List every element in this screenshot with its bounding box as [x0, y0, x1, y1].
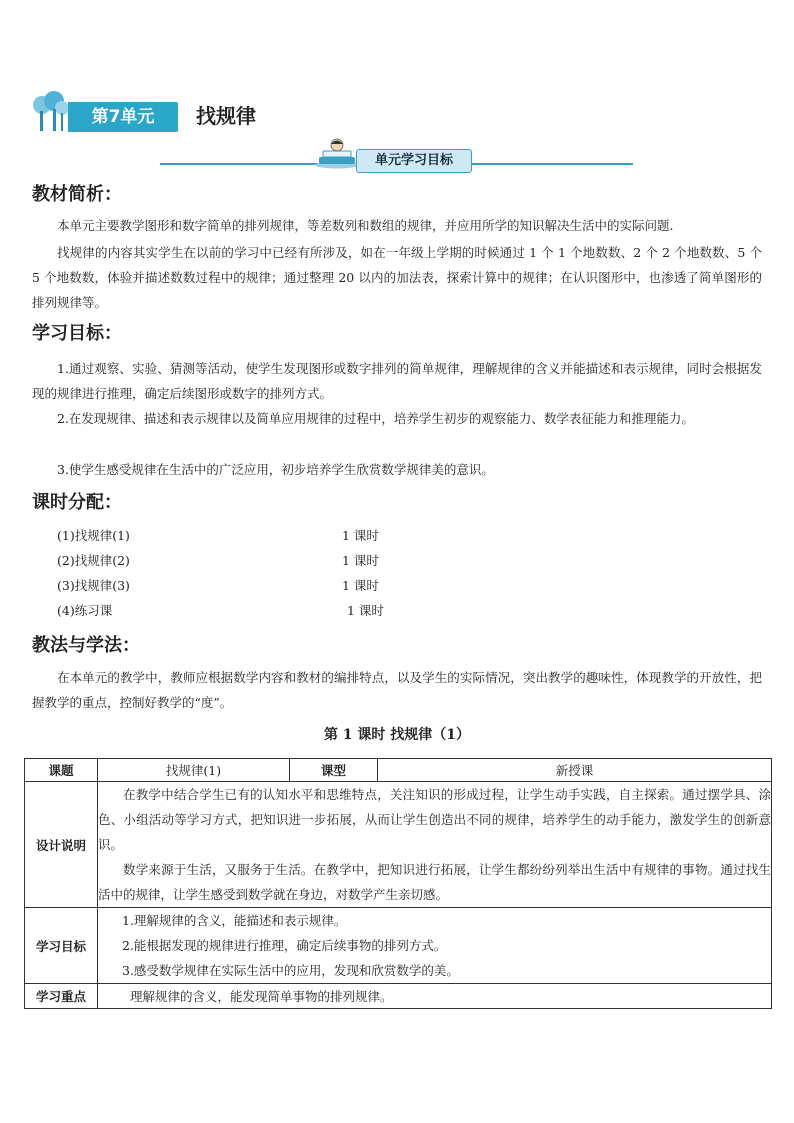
design-paragraph: 在教学中结合学生已有的认知水平和思维特点，关注知识的形成过程，让学生动手实践，自主探索。通过摆学具、涂色、小组活动等学习方式，把知识进一步拓展，从而让学生创造出不同的规律，培养学生的动手能力，激发学生的创新意识。 — [98, 787, 771, 852]
lesson-plan-table — [24, 758, 772, 1009]
methods-heading: 教法与学法： — [32, 635, 140, 656]
goals-label: 学习目标 — [25, 908, 98, 984]
goal-item: 1.通过观察、实验、猜测等活动，使学生发现图形或数字排列的简单规律，理解规律的含义并能描述和表示规律，同时会根据发现的规律进行推理，确定后续图形或数字的排列方式。 — [32, 361, 762, 401]
type-label: 课型 — [290, 759, 378, 782]
unit-goal-banner: 单元学习目标 — [356, 149, 472, 173]
table-row — [25, 782, 772, 908]
schedule-lesson-time: 1 课时 — [342, 528, 379, 543]
topic-value: 找规律(1) — [98, 759, 290, 782]
design-paragraph: 数学来源于生活，又服务于生活。在教学中，把知识进行拓展，让学生都纷纷列举出生活中有规律的事物。通过找生活中的规律，让学生感受到数学就在身边，对数学产生亲切感。 — [98, 862, 771, 902]
goal-item: 3.使学生感受规律在生活中的广泛应用，初步培养学生欣赏数学规律美的意识。 — [57, 462, 494, 477]
lesson-title: 第 1 课时 找规律（1） — [323, 727, 471, 743]
topic-label: 课题 — [25, 759, 98, 782]
student-reading-icon — [312, 137, 362, 169]
design-label: 设计说明 — [25, 782, 98, 908]
methods-paragraph: 在本单元的教学中，教师应根据数学内容和教材的编排特点，以及学生的实际情况，突出教学的趣味性，体现教学的开放性，把握教学的重点，控制好教学的“度”。 — [32, 670, 762, 710]
schedule-lesson-name: (2)找规律(2) — [57, 553, 130, 568]
table-row — [25, 908, 772, 984]
design-description — [98, 782, 772, 908]
key-label: 学习重点 — [25, 984, 98, 1009]
goals-heading: 学习目标： — [32, 323, 122, 344]
goal-item: 2.在发现规律、描述和表示规律以及简单应用规律的过程中，培养学生初步的观察能力、数学表征能力和推理能力。 — [57, 411, 694, 426]
table-row — [25, 984, 772, 1009]
schedule-lesson-time: 1 课时 — [347, 603, 384, 618]
intro-paragraph: 找规律的内容其实学生在以前的学习中已经有所涉及，如在一年级上学期的时候通过 1 个 1 个地数数、2 个 2 个地数数、5 个 5 个地数数，体验并描述数数过程中的规律；通过整理 20 以内的加法表，探索计算中的规律；在认识图形中，也渗透了简单图形的排列规律等。 — [32, 245, 762, 310]
tree-icon — [30, 91, 70, 133]
unit-title: 找规律 — [196, 104, 256, 128]
lesson-goal-item: 3.感受数学规律在实际生活中的应用，发现和欣赏数学的美。 — [122, 963, 459, 978]
schedule-lesson-name: (1)找规律(1) — [57, 528, 130, 543]
schedule-lesson-name: (3)找规律(3) — [57, 578, 130, 593]
lesson-goal-item: 1.理解规律的含义，能描述和表示规律。 — [122, 913, 347, 928]
type-value: 新授课 — [378, 759, 772, 782]
schedule-heading: 课时分配： — [32, 492, 122, 513]
schedule-lesson-time: 1 课时 — [342, 553, 379, 568]
schedule-lesson-time: 1 课时 — [342, 578, 379, 593]
schedule-lesson-name: (4)练习课 — [57, 603, 113, 618]
lesson-goals — [98, 908, 772, 984]
unit-badge: 第7单元 — [68, 102, 178, 132]
lesson-goal-item: 2.能根据发现的规律进行推理，确定后续事物的排列方式。 — [122, 938, 447, 953]
table-row — [25, 759, 772, 782]
key-value: 理解规律的含义，能发现简单事物的排列规律。 — [98, 984, 772, 1009]
intro-paragraph: 本单元主要教学图形和数字简单的排列规律，等差数列和数组的规律，并应用所学的知识解决生活中的实际问题. — [57, 218, 674, 233]
intro-heading: 教材简析： — [32, 184, 122, 205]
